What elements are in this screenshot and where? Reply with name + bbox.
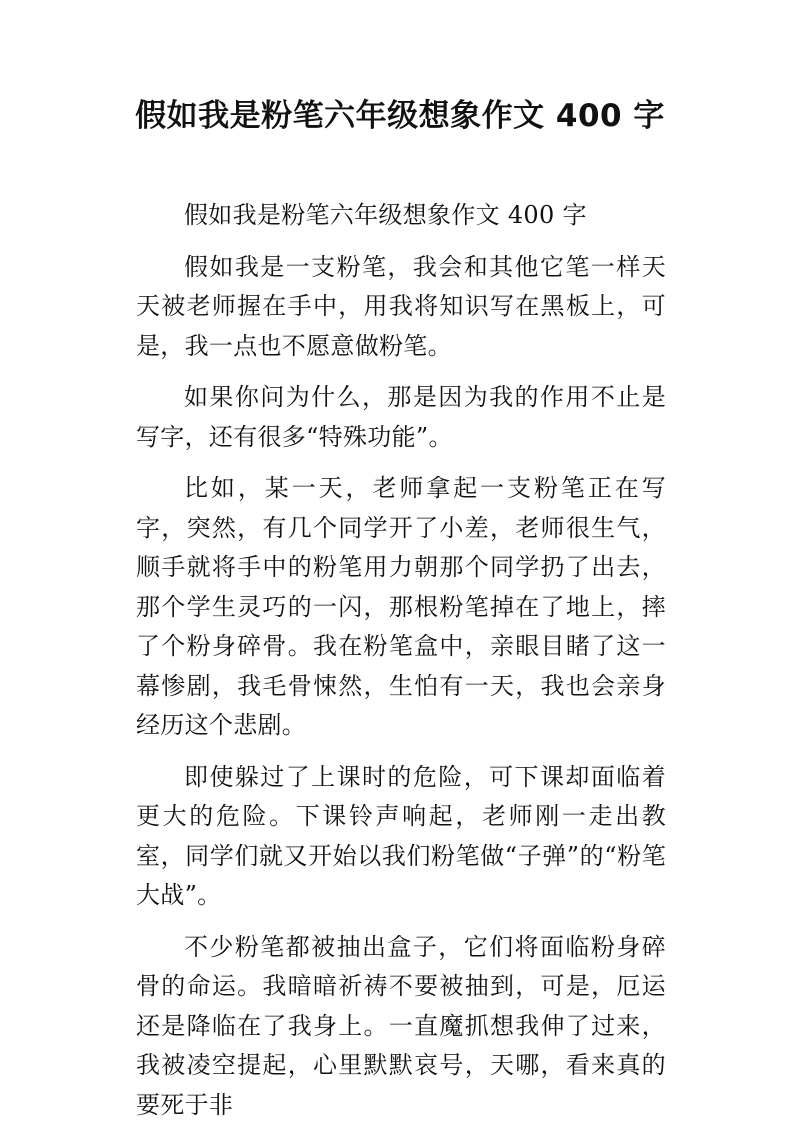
paragraph-5: 不少粉笔都被抽出盒子，它们将面临粉身碎骨的命运。我暗暗祈祷不要被抽到，可是，厄运还是降临在了我身上。一直魔抓想我伸了过来，我被凌空提起，心里默默哀号，天哪，看来真的要死于非 [136, 932, 666, 1119]
document-title: 假如我是粉笔六年级想象作文 400 字 [135, 98, 665, 134]
document-body [136, 196, 666, 1137]
paragraph-subtitle: 假如我是粉笔六年级想象作文 400 字 [184, 201, 587, 229]
paragraph-3: 比如，某一天，老师拿起一支粉笔正在写字，突然，有几个同学开了小差，老师很生气，顺手就将手中的粉笔用力朝那个同学扔了出去，那个学生灵巧的一闪，那根粉笔掉在了地上，摔了个粉身碎骨。我在粉笔盒中，亲眼目睹了这一幕惨剧，我毛骨悚然，生怕有一天，我也会亲身经历这个悲剧。 [136, 474, 666, 739]
paragraph-1: 假如我是一支粉笔，我会和其他它笔一样天天被老师握在手中，用我将知识写在黑板上，可是，我一点也不愿意做粉笔。 [136, 252, 666, 360]
paragraph-2: 如果你问为什么，那是因为我的作用不止是写字，还有很多“特殊功能”。 [136, 383, 666, 451]
paragraph-4: 即使躲过了上课时的危险，可下课却面临着更大的危险。下课铃声响起，老师刚一走出教室，同学们就又开始以我们粉笔做“子弹”的“粉笔大战”。 [136, 762, 666, 909]
